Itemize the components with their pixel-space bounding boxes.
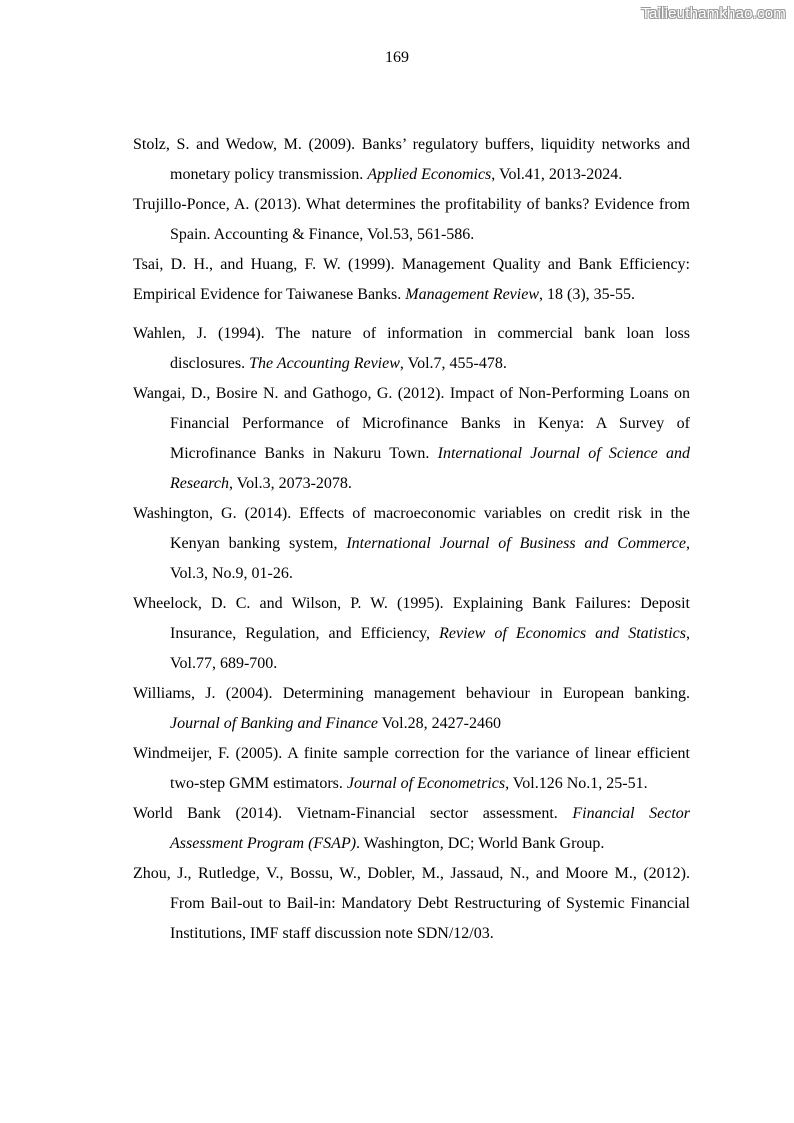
reference-text: Williams, J. (2004). Determining management behaviour in European banking. bbox=[133, 685, 690, 702]
reference-source-title: Applied Economics bbox=[367, 166, 492, 183]
reference-text: , Vol.77, 689-700. bbox=[170, 625, 691, 672]
reference-source-title: International Journal of Business and Commerce bbox=[346, 535, 686, 552]
reference-source-title: Journal of Econometrics bbox=[346, 775, 506, 792]
reference-text: Wahlen, J. (1994). The nature of information in commercial bank loan loss disclosures. bbox=[133, 325, 690, 372]
reference-text: Zhou, J., Rutledge, V., Bossu, W., Dobler, M., Jassaud, N., and Moore M., (2012). From Bail-out to Bail-in: Mandatory Debt Restructuring of Systemic Financial Institutions, IMF staff discussion note SDN/12/03. bbox=[133, 865, 690, 942]
reference-text: Windmeijer, F. (2005). A finite sample correction for the variance of linear efficient two-step GMM estimators. bbox=[133, 745, 690, 792]
reference-entry bbox=[133, 190, 690, 250]
reference-text: Wangai, D., Bosire N. and Gathogo, G. (2012). Impact of Non-Performing Loans on Financial Performance of Microfinance Banks in Kenya: A Survey of Microfinance Banks in Nakuru Town. bbox=[133, 385, 690, 462]
reference-source-title: International Journal of Science and Research bbox=[170, 445, 691, 492]
reference-text: Tsai, D. H., and Huang, F. W. (1999). Management Quality and Bank Efficiency: Empirical Evidence for Taiwanese Banks. bbox=[133, 256, 690, 303]
reference-text: , 18 (3), 35-55. bbox=[539, 286, 635, 303]
reference-text: Vol.28, 2427-2460 bbox=[377, 715, 501, 732]
reference-text: , Vol.3, 2073-2078. bbox=[228, 475, 352, 492]
reference-entry bbox=[133, 589, 690, 679]
reference-entry bbox=[133, 379, 690, 499]
reference-entry bbox=[133, 679, 690, 739]
reference-entry bbox=[133, 130, 690, 190]
reference-text: , Vol.41, 2013-2024. bbox=[491, 166, 623, 183]
watermark: Tailieuthamkhao.com bbox=[641, 5, 786, 22]
reference-text: Wheelock, D. C. and Wilson, P. W. (1995). Explaining Bank Failures: Deposit Insurance, Regulation, and Efficiency, bbox=[133, 595, 690, 642]
reference-source-title: Management Review bbox=[405, 286, 539, 303]
reference-source-title: Financial Sector Assessment Program (FSAP) bbox=[170, 805, 690, 852]
reference-text: . Washington, DC; World Bank Group. bbox=[356, 835, 605, 852]
reference-text: Stolz, S. and Wedow, M. (2009). Banks’ regulatory buffers, liquidity networks and monetary policy transmission. bbox=[133, 136, 690, 183]
reference-entry bbox=[133, 739, 690, 799]
reference-entry bbox=[133, 499, 690, 589]
reference-entry bbox=[133, 319, 690, 379]
reference-entry bbox=[133, 799, 690, 859]
reference-text: World Bank (2014). Vietnam-Financial sector assessment. bbox=[133, 805, 573, 822]
reference-text: Trujillo-Ponce, A. (2013). What determines the profitability of banks? Evidence from Spain. Accounting & Finance, Vol.53, 561-586. bbox=[133, 196, 690, 243]
reference-text: Washington, G. (2014). Effects of macroeconomic variables on credit risk in the Kenyan banking system, bbox=[133, 505, 690, 552]
reference-source-title: Journal of Banking and Finance bbox=[170, 715, 378, 732]
reference-entry bbox=[133, 250, 690, 310]
reference-text: , Vol.7, 455-478. bbox=[399, 355, 507, 372]
page-number: 169 bbox=[385, 49, 409, 66]
reference-list bbox=[133, 130, 690, 949]
reference-text: , Vol.126 No.1, 25-51. bbox=[505, 775, 648, 792]
reference-entry bbox=[133, 859, 690, 949]
reference-text: , Vol.3, No.9, 01-26. bbox=[170, 535, 690, 582]
reference-source-title: Review of Economics and Statistics bbox=[439, 625, 687, 642]
reference-source-title: The Accounting Review bbox=[249, 355, 400, 372]
